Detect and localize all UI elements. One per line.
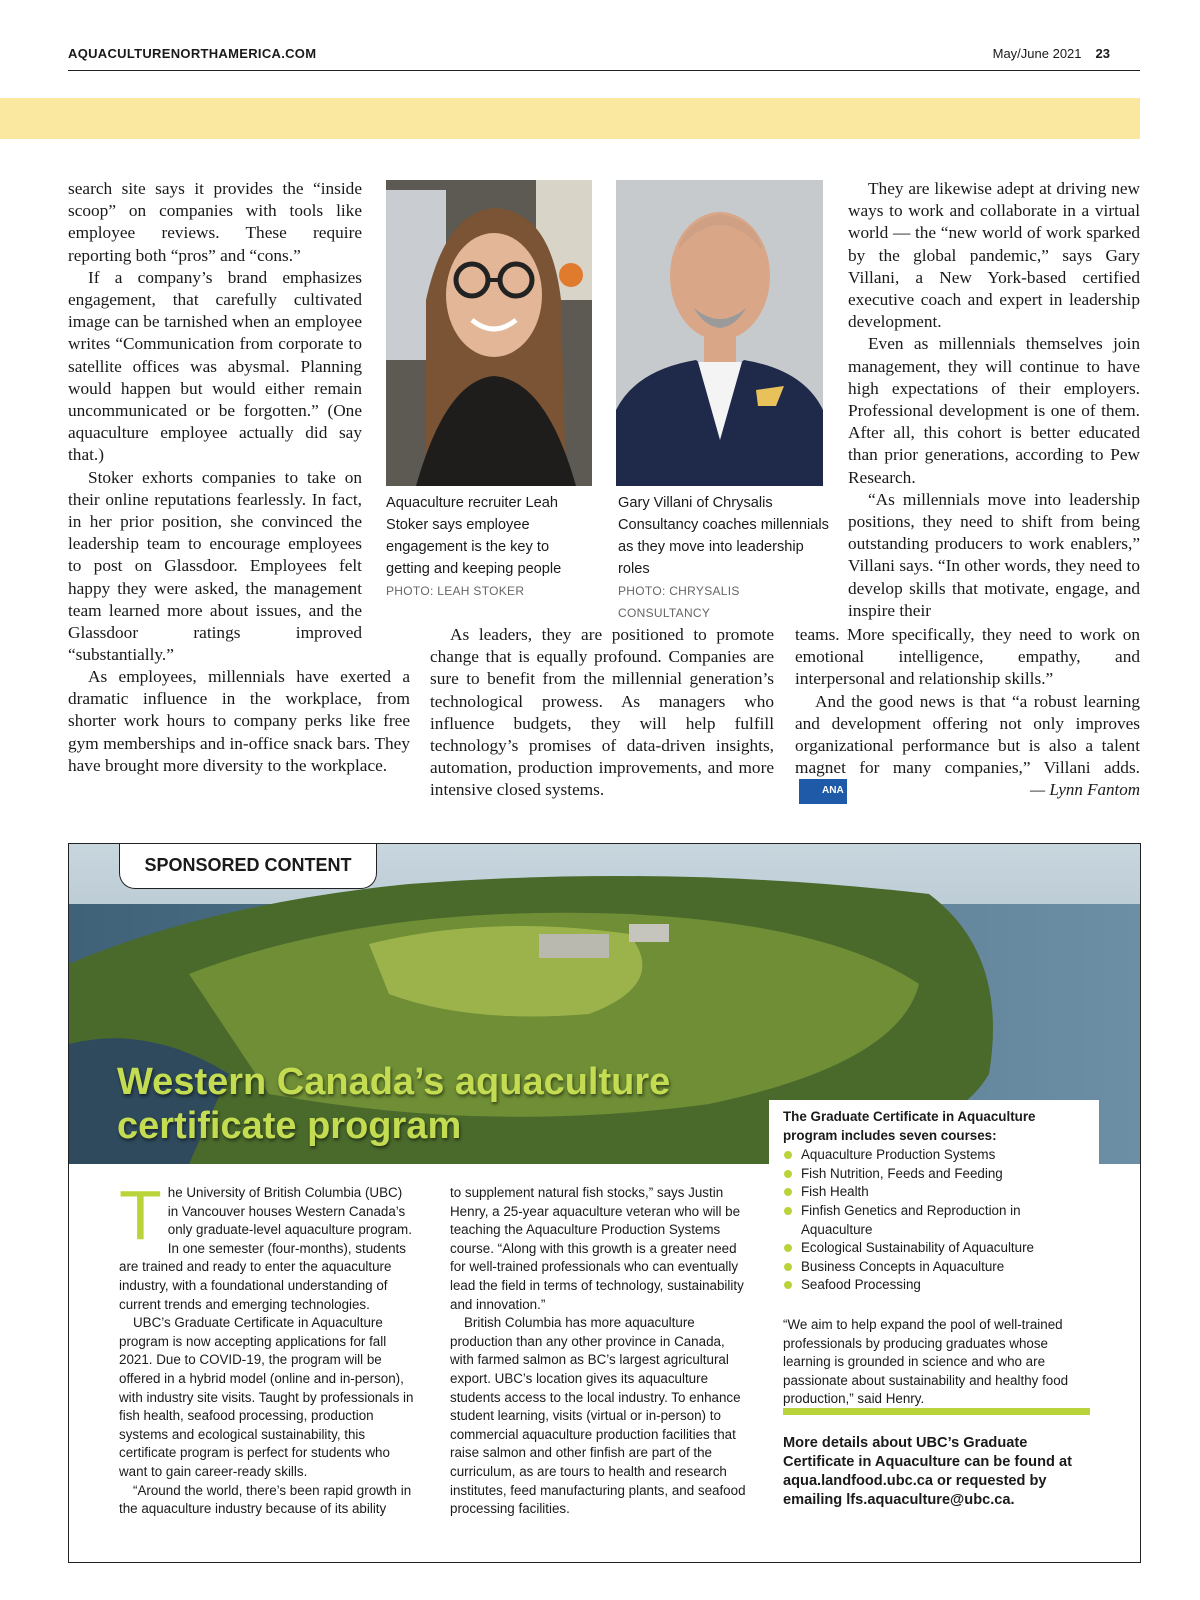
paragraph-text: And the good news is that “a robust learning and development offering not only improves organizational performance but is also a talent magnet for many companies,” Villani adds. (795, 691, 1140, 778)
paragraph: As employees, millennials have exerted a dramatic influence in the workplace, from shorter work hours to company perks like free gym memberships and in-office snack bars. They have brought more diversity to the workplace. (68, 667, 410, 775)
header-band (0, 98, 1140, 139)
paragraph: “Around the world, there’s been rapid growth in the aquaculture industry because of its ability (119, 1482, 412, 1517)
paragraph: They are likewise adept at driving new ways to work and collaborate in a virtual world — the “new world of work sparked by the global pandemic,” says Gary Villani, a New York-based certified executive coach and expert in leadership development. (848, 179, 1140, 332)
paragraph: Stoker exhorts companies to take on their online reputations fearlessly. In fact, in her prior position, she convinced the leadership team to encourage employees to post on Glassdoor. Employees felt happy they were asked, the management team learned more about issues, and the Glassdoor ratings improved “substantially.” (68, 467, 362, 665)
photo-gary-villani (616, 180, 823, 486)
course-list-panel (783, 1108, 1093, 1295)
paragraph: search site says it provides the “inside scoop” on companies with tools like employee reviews. These require reporting both “pros” and “cons.” (68, 179, 362, 265)
photo-credit: PHOTO: LEAH STOKER (386, 584, 525, 598)
quote-text: “We aim to help expand the pool of well-trained professionals by producing graduates whose learning is grounded in science and who are passionate about sustainability and healthy food production,” said Henry. (783, 1317, 1069, 1407)
green-divider (783, 1408, 1090, 1415)
article-column-2 (430, 624, 774, 802)
paragraph: UBC’s Graduate Certificate in Aquaculture program is now accepting applications for fall 2021. Due to COVID-19, the program will be offered in a hybrid model (online and in-person), with industry site visits. Taught by professionals in fish health, seafood processing, production systems and ecological sustainability, this certificate program is perfect for students who want to gain career-ready skills. (119, 1315, 414, 1479)
paragraph: Even as millennials themselves join management, they will continue to have high expectations of their employers. Professional development is one of them. After all, this cohort is better educated than prior generations, according to Pew Research. (848, 334, 1140, 487)
course-list (783, 1146, 1093, 1295)
henry-quote (783, 1316, 1093, 1409)
course-item: Business Concepts in Aquaculture (783, 1258, 1093, 1277)
end-mark: ANA (799, 779, 847, 803)
byline: — Lynn Fantom (1030, 780, 1140, 799)
courses-heading: The Graduate Certificate in Aquaculture program includes seven courses: (783, 1109, 1036, 1143)
photo-caption (618, 492, 830, 624)
caption-text: Aquaculture recruiter Leah Stoker says employee engagement is the key to getting and keeping people (386, 495, 562, 577)
article-column-1 (68, 178, 362, 666)
sponsored-content-box (68, 843, 1141, 1563)
issue-date: May/June 2021 (992, 46, 1082, 61)
sponsored-column-1 (119, 1176, 415, 1519)
page-number: 23 (1095, 46, 1110, 61)
course-item: Fish Nutrition, Feeds and Feeding (783, 1165, 1093, 1184)
course-item: Aquaculture Production Systems (783, 1146, 1093, 1165)
photo-caption (386, 492, 596, 602)
paragraph (119, 1176, 415, 1314)
header-rule (68, 70, 1140, 71)
photo-credit: PHOTO: CHRYSALIS CONSULTANCY (618, 584, 740, 620)
drop-cap: T (119, 1176, 162, 1254)
course-item: Fish Health (783, 1183, 1093, 1202)
photo-leah-stoker (386, 180, 592, 486)
course-item: Seafood Processing (783, 1276, 1093, 1295)
paragraph-text: he University of British Columbia (UBC) in Vancouver houses Western Canada’s only graduate-level aquaculture program. In one semester (four-months), students are trained and ready to enter the aquaculture industry, with a foundational understanding of current trends and emerging technologies. (119, 1185, 412, 1312)
issue-info (993, 46, 1110, 61)
article-column-3-lower (795, 624, 1140, 804)
course-item: Finfish Genetics and Reproduction in Aquaculture (783, 1202, 1093, 1239)
article-column-3 (848, 178, 1140, 622)
caption-text: Gary Villani of Chrysalis Consultancy coaches millennials as they move into leadership roles (618, 495, 829, 577)
sponsored-tag: SPONSORED CONTENT (119, 843, 377, 889)
portrait-illustration (616, 180, 823, 486)
paragraph: to supplement natural fish stocks,” says Justin Henry, a 25-year aquaculture veteran who will be teaching the Aquaculture Production Systems course. “Along with this growth is a greater need for well-trained professionals who can eventually lead the field in terms of technology, sustainability and innovation.” (450, 1185, 744, 1312)
site-url: AQUACULTURENORTHAMERICA.COM (68, 46, 317, 61)
article-column-1-lower (68, 666, 410, 777)
paragraph: teams. More specifically, they need to work on emotional intelligence, empathy, and interpersonal and relationship skills.” (795, 625, 1140, 689)
course-item: Ecological Sustainability of Aquaculture (783, 1239, 1093, 1258)
paragraph: British Columbia has more aquaculture production than any other province in Canada, with farmed salmon as BC’s largest agricultural export. UBC’s location gives its aquaculture students access to the local industry. To enhance student learning, visits (virtual or in-person) to commercial aquaculture production facilities that raise salmon and other finfish are part of the curriculum, as are tours to health and research institutes, feed manufacturing plants, and seafood processing facilities. (450, 1315, 746, 1517)
sponsored-title: Western Canada’s aquaculture certificate program (117, 1061, 671, 1147)
paragraph: “As millennials move into leadership positions, they need to shift from being outstanding producers to work enablers,” Villani says. “In other words, they need to develop skills that motivate, engage, and inspire their (848, 489, 1140, 620)
more-details: More details about UBC’s Graduate Certificate in Aquaculture can be found at aqua.landfood.ubc.ca or requested by emailing lfs.aquaculture@ubc.ca. (783, 1435, 1072, 1508)
sponsored-column-2 (450, 1184, 750, 1519)
portrait-illustration (386, 180, 592, 486)
paragraph: If a company’s brand emphasizes engagement, that carefully cultivated image can be tarnished when an employee writes “Communication from corporate to satellite offices was abysmal. Planning would happen but would either remain uncommunicated or be forgotten.” (One aquaculture employee actually did say that.) (68, 267, 362, 465)
paragraph: As leaders, they are positioned to promote change that is equally profound. Companies are sure to benefit from the millennial generation’s technological prowess. As managers who influence budgets, they will help fulfill technology’s promises of data-driven insights, automation, production improvements, and more intensive closed systems. (430, 625, 774, 800)
